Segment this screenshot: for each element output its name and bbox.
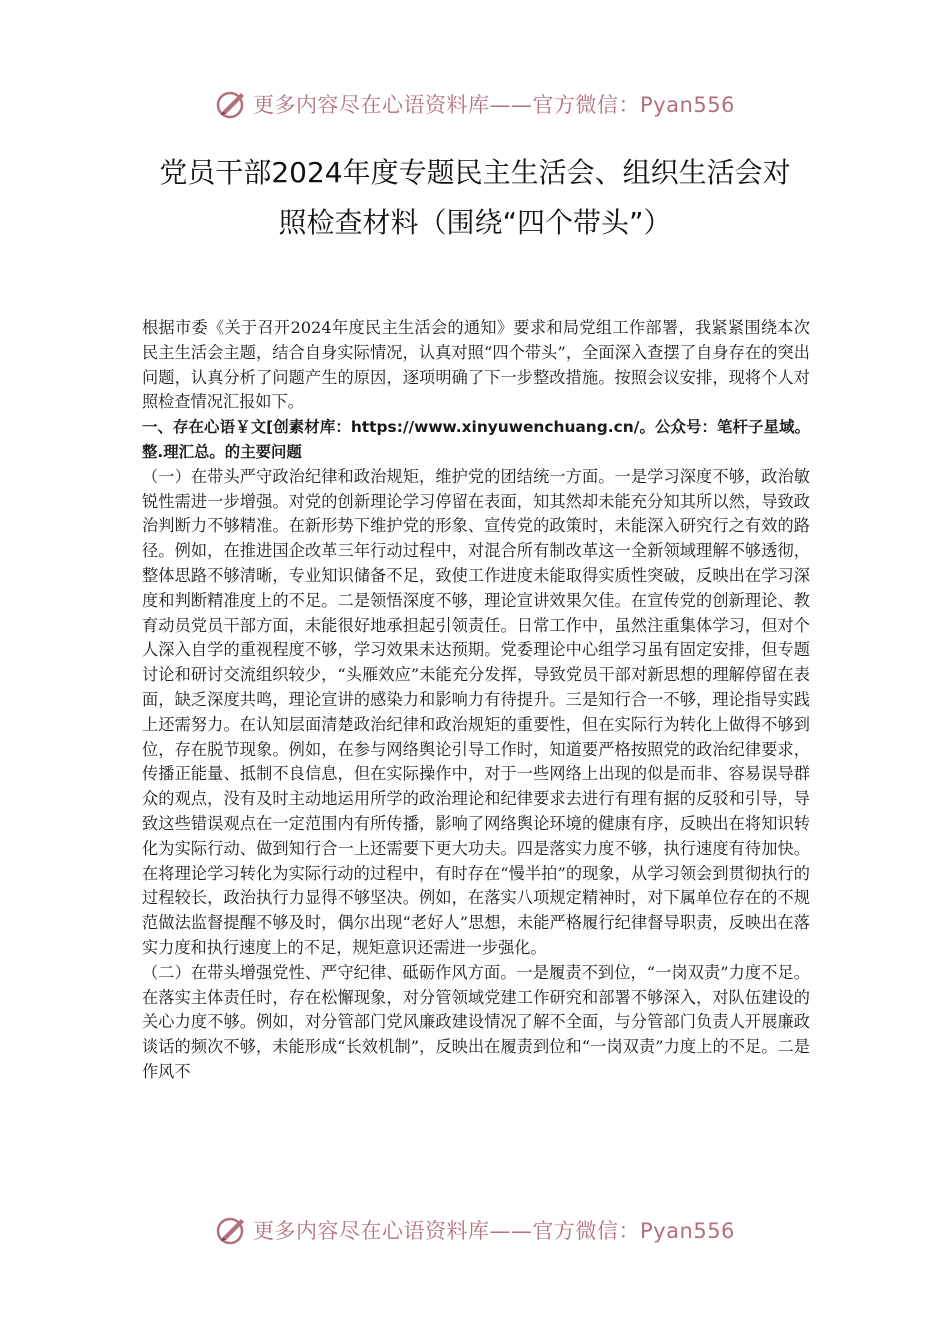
section-heading: 一、存在心语￥文[创素材库：https://www.xinyuwenchuang.cn/。公众号：笔杆子星域。整.理汇总。的主要问题 bbox=[142, 418, 810, 461]
watermark-text: 更多内容尽在心语资料库——官方微信：Pyan556 bbox=[253, 93, 735, 117]
title-line-1: 党员干部2024年度专题民主生活会、组织生活会对 bbox=[159, 156, 791, 189]
intro-paragraph: 根据市委《关于召开2024年度民主生活会的通知》要求和局党组工作部署，我紧紧围绕本次民主生活会主题，结合自身实际情况，认真对照“四个带头”，全面深入查摆了自身存在的突出问题，认真分析了问题产生的原因，逐项明确了下一步整改措施。按照会议安排，现将个人对照检查情况汇报如下。 bbox=[142, 318, 810, 412]
watermark-banner-bottom bbox=[0, 1210, 950, 1250]
document-body bbox=[142, 316, 810, 1085]
watermark-text: 更多内容尽在心语资料库——官方微信：Pyan556 bbox=[253, 1219, 735, 1243]
title-line-2: 照检查材料（围绕“四个带头”） bbox=[278, 206, 672, 239]
body-paragraph: （二）在带头增强党性、严守纪律、砥砺作风方面。一是履责不到位，“一岗双责”力度不足。在落实主体责任时，存在松懈现象，对分管领域党建工作研究和部署不够深入，对队伍建设的关心力度不够。例如，对分管部门党风廉政建设情况了解不全面，与分管部门负责人开展廉政谈话的频次不够，未能形成“长效机制”，反映出在履责到位和“一岗双责”力度上的不足。二是作风不 bbox=[142, 962, 810, 1081]
document-title bbox=[100, 148, 850, 248]
pen-icon bbox=[215, 1213, 249, 1247]
pen-icon bbox=[215, 87, 249, 121]
watermark-banner-top bbox=[0, 84, 950, 124]
body-paragraph: （一）在带头严守政治纪律和政治规矩，维护党的团结统一方面。一是学习深度不够，政治敏锐性需进一步增强。对党的创新理论学习停留在表面，知其然却未能充分知其所以然，导致政治判断力不够精准。在新形势下维护党的形象、宣传党的政策时，未能深入研究行之有效的路径。例如，在推进国企改革三年行动过程中，对混合所有制改革这一全新领域理解不够透彻，整体思路不够清晰，专业知识储备不足，致使工作进度未能取得实质性突破，反映出在学习深度和判断精准度上的不足。二是领悟深度不够，理论宣讲效果欠佳。在宣传党的创新理论、教育动员党员干部方面，未能很好地承担起引领责任。日常工作中，虽然注重集体学习，但对个人深入自学的重视程度不够，学习效果未达预期。党委理论中心组学习虽有固定安排，但专题讨论和研讨交流组织较少，“头雁效应”未能充分发挥，导致党员干部对新思想的理解停留在表面，缺乏深度共鸣，理论宣讲的感染力和影响力有待提升。三是知行合一不够，理论指导实践上还需努力。在认知层面清楚政治纪律和政治规矩的重要性，但在实际行为转化上做得不够到位，存在脱节现象。例如，在参与网络舆论引导工作时，知道要严格按照党的政治纪律要求，传播正能量、抵制不良信息，但在实际操作中，对于一些网络上出现的似是而非、容易误导群众的观点，没有及时主动地运用所学的政治理论和纪律要求去进行有理有据的反驳和引导，导致这些错误观点在一定范围内有所传播，影响了网络舆论环境的健康有序，反映出在将知识转化为实际行动、做到知行合一上还需要下更大功夫。四是落实力度不够，执行速度有待加快。在将理论学习转化为实际行动的过程中，有时存在“慢半拍”的现象，从学习领会到贯彻执行的过程较长，政治执行力显得不够坚决。例如，在落实八项规定精神时，对下属单位存在的不规范做法监督提醒不够及时，偶尔出现“老好人”思想，未能严格履行纪律督导职责，反映出在落实力度和执行速度上的不足，规矩意识还需进一步强化。 bbox=[142, 466, 810, 957]
